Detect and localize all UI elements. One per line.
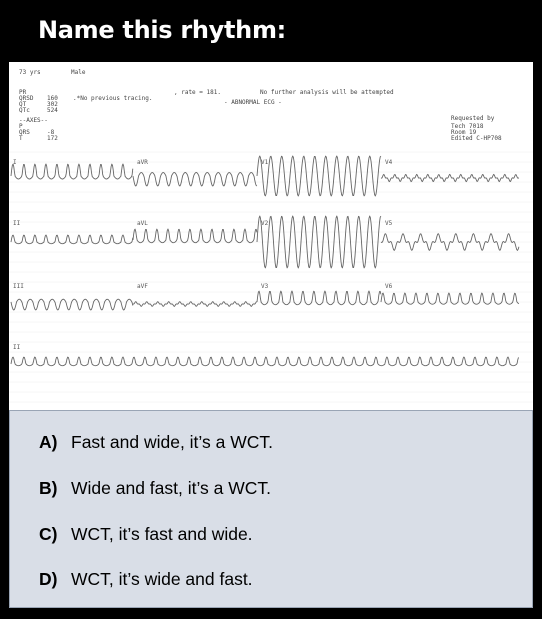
lead-label-V6: V6 — [385, 283, 393, 290]
ecg-sex: Male — [71, 69, 86, 76]
option-text: WCT, it’s fast and wide. — [71, 524, 253, 544]
interval-value: 524 — [47, 107, 58, 114]
lead-label-V3: V3 — [261, 283, 269, 290]
room-id: Room 19 — [451, 129, 477, 136]
option-letter: C) — [39, 524, 58, 544]
lead-label-II-rhythm: II — [13, 344, 21, 351]
axes-title: --AXES-- — [19, 117, 48, 124]
trace-lead-I — [11, 164, 133, 179]
trace-lead-aVR — [133, 173, 257, 187]
option-text: Fast and wide, it’s a WCT. — [71, 432, 273, 452]
ecg-note: No further analysis will be attempted — [260, 89, 394, 96]
trace-rhythm-II — [11, 357, 519, 366]
axes-label: T — [19, 135, 23, 142]
answer-options-panel — [9, 410, 533, 608]
option-letter: A) — [39, 432, 58, 452]
lead-label-aVR: aVR — [137, 159, 148, 166]
interval-label: QRSD — [19, 95, 34, 102]
axes-value: 172 — [47, 135, 58, 142]
trace-lead-aVF — [133, 302, 257, 307]
lead-label-V5: V5 — [385, 220, 393, 227]
interval-value: 302 — [47, 101, 58, 108]
ecg-rate: , rate = 181. — [174, 89, 221, 96]
trace-lead-II — [11, 235, 133, 244]
requested-by: Requested by — [451, 115, 495, 122]
tech-id: Tech 7018 — [451, 123, 484, 130]
ecg-diagnosis: - ABNORMAL ECG - — [224, 99, 282, 106]
ecg-tracing-image — [9, 62, 533, 410]
interval-value: 160 — [47, 95, 58, 102]
answer-option-d[interactable] — [39, 569, 253, 590]
ecg-no-previous: .*No previous tracing. — [73, 95, 153, 102]
interval-label: QT — [19, 101, 27, 108]
answer-option-a[interactable] — [39, 432, 273, 453]
lead-label-II: II — [13, 220, 21, 227]
edited-by: Edited C-HP708 — [451, 135, 502, 142]
lead-label-III: III — [13, 283, 24, 290]
interval-label: QTc — [19, 107, 30, 114]
ecg-age: 73 yrs — [19, 69, 41, 76]
option-text: Wide and fast, it’s a WCT. — [71, 478, 272, 498]
lead-label-I: I — [13, 159, 17, 166]
trace-lead-aVL — [133, 229, 257, 243]
axes-value: -8 — [47, 129, 55, 136]
trace-lead-V6 — [381, 293, 519, 304]
trace-lead-V4 — [381, 174, 519, 181]
option-letter: B) — [39, 478, 58, 498]
lead-label-V4: V4 — [385, 159, 393, 166]
ecg-svg — [9, 62, 533, 410]
option-letter: D) — [39, 569, 58, 589]
lead-label-aVL: aVL — [137, 220, 148, 227]
interval-label: PR — [19, 89, 27, 96]
axes-label: QRS — [19, 129, 30, 136]
lead-label-aVF: aVF — [137, 283, 148, 290]
answer-option-c[interactable] — [39, 524, 253, 545]
answer-option-b[interactable] — [39, 478, 271, 499]
axes-label: P — [19, 123, 23, 130]
trace-lead-V3 — [257, 291, 381, 305]
question-title: Name this rhythm: — [38, 16, 286, 44]
lead-label-V1: V1 — [261, 159, 269, 166]
option-text: WCT, it’s wide and fast. — [71, 569, 253, 589]
lead-label-V2: V2 — [261, 220, 269, 227]
trace-lead-III — [11, 299, 133, 310]
